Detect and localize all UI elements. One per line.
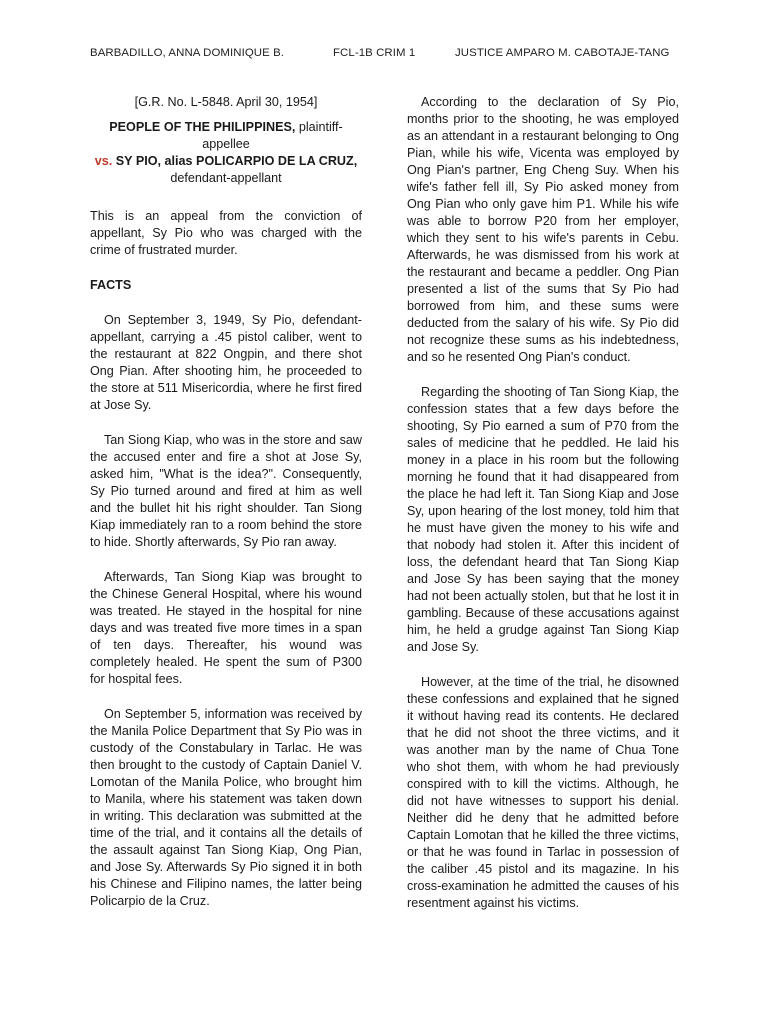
trial-paragraph: However, at the time of the trial, he disowned these confessions and explained that he signed it without having read its contents. He declared that he did not shoot the three victims, and it was another man by the name of Chua Tone who shot them, with whom he had previously conspired with to kill the victims. Although, he did not have witnesses to support his denial. Neither did he deny that he admitted before Captain Lomotan that he killed the three victims, or that he was found in Tarlac in possession of the caliber .45 pistol and its magazine. In his cross-examination he admitted the causes of his resentment against his victims. [407, 675, 679, 910]
professor-name: JUSTICE AMPARO M. CABOTAJE-TANG [455, 47, 670, 59]
shooting-paragraph: Regarding the shooting of Tan Siong Kiap, the confession states that a few days before the shooting, Sy Pio earned a sum of P70 from the sales of medicine that he peddled. He laid his money in a place in his room but the following morning he found that it had disappeared from the place he had left it. Tan Siong Kiap and Jose Sy, upon hearing of the lost money, told him that he must have given the money to his wife and that nobody had stolen it. After this incident of loss, the defendant heard that Tan Siong Kiap and Jose Sy has been saying that the money had not been actually stolen, but that he lost it in gambling. Because of these accusations against him, he held a grudge against Tan Siong Kiap and Jose Sy. [407, 385, 679, 654]
right-column [407, 94, 679, 930]
facts-paragraph-4: On September 5, information was received by the Manila Police Department that Sy Pio was in custody of the Constabulary in Tarlac. He was then brought to the custody of Captain Daniel V. Lomotan of the Manila Police, who brought him to Manila, where his statement was taken down in writing. This declaration was submitted at the time of the trial, and it contains all the details of the assault against Tan Siong Kiap, Ong Pian, and Jose Sy. Afterwards Sy Pio signed it in both his Chinese and Filipino names, the latter being Policarpio de la Cruz. [90, 707, 362, 908]
left-column [90, 94, 362, 928]
plaintiff-role: plaintiff-appellee [202, 120, 343, 151]
facts-paragraph-1: On September 3, 1949, Sy Pio, defendant-appellant, carrying a .45 pistol caliber, went to the restaurant at 822 Ongpin, and there shot Ong Pian. After shooting him, he proceeded to the store at 511 Misericordia, where he first fired at Jose Sy. [90, 313, 362, 412]
defendant-name: SY PIO, alias POLICARPIO DE LA CRUZ, [112, 154, 358, 168]
facts-paragraph-2: Tan Siong Kiap, who was in the store and saw the accused enter and fire a shot at Jose Sy, asked him, "What is the idea?". Consequently, Sy Pio turned around and fired at him as well and the bullet hit his right shoulder. Tan Siong Kiap immediately ran to a room behind the store to hide. Shortly afterwards, Sy Pio ran away. [90, 433, 362, 549]
student-name: BARBADILLO, ANNA DOMINIQUE B. [90, 47, 285, 59]
case-citation: [G.R. No. L-5848. April 30, 1954] [134, 95, 318, 109]
case-parties [90, 119, 362, 187]
defendant-role: defendant-appellant [170, 171, 282, 185]
plaintiff-name: PEOPLE OF THE PHILIPPINES, [109, 120, 296, 134]
facts-heading: FACTS [90, 278, 132, 292]
declaration-paragraph: According to the declaration of Sy Pio, months prior to the shooting, he was employed as an attendant in a restaurant belonging to Ong Pian, while his wife, Vicenta was employed by Ong Pian's partner, Eng Cheng Suy. When his wife's father fell ill, Sy Pio asked money from Ong Pian who only gave him P1. While his wife was able to borrow P20 from her employer, which they sent to his wife's parents in Cebu. Afterwards, he was dismissed from his work at the restaurant and became a peddler. Ong Pian presented a list of the sums that Sy Pio had borrowed from him, and these sums were deducted from the salary of his wife. Sy Pio did not recognize these sums as his indebtedness, and so he resented Ong Pian's conduct. [407, 95, 679, 364]
facts-paragraph-3: Afterwards, Tan Siong Kiap was brought to the Chinese General Hospital, where his wound was treated. He stayed in the hospital for nine days and was treated five more times in a span of ten days. Thereafter, his wound was completely healed. He spent the sum of P300 for hospital fees. [90, 570, 362, 686]
versus-label: vs. [94, 154, 113, 168]
course-code: FCL-1B CRIM 1 [333, 47, 416, 59]
intro-paragraph: This is an appeal from the conviction of appellant, Sy Pio who was charged with the crime of frustrated murder. [90, 209, 362, 257]
